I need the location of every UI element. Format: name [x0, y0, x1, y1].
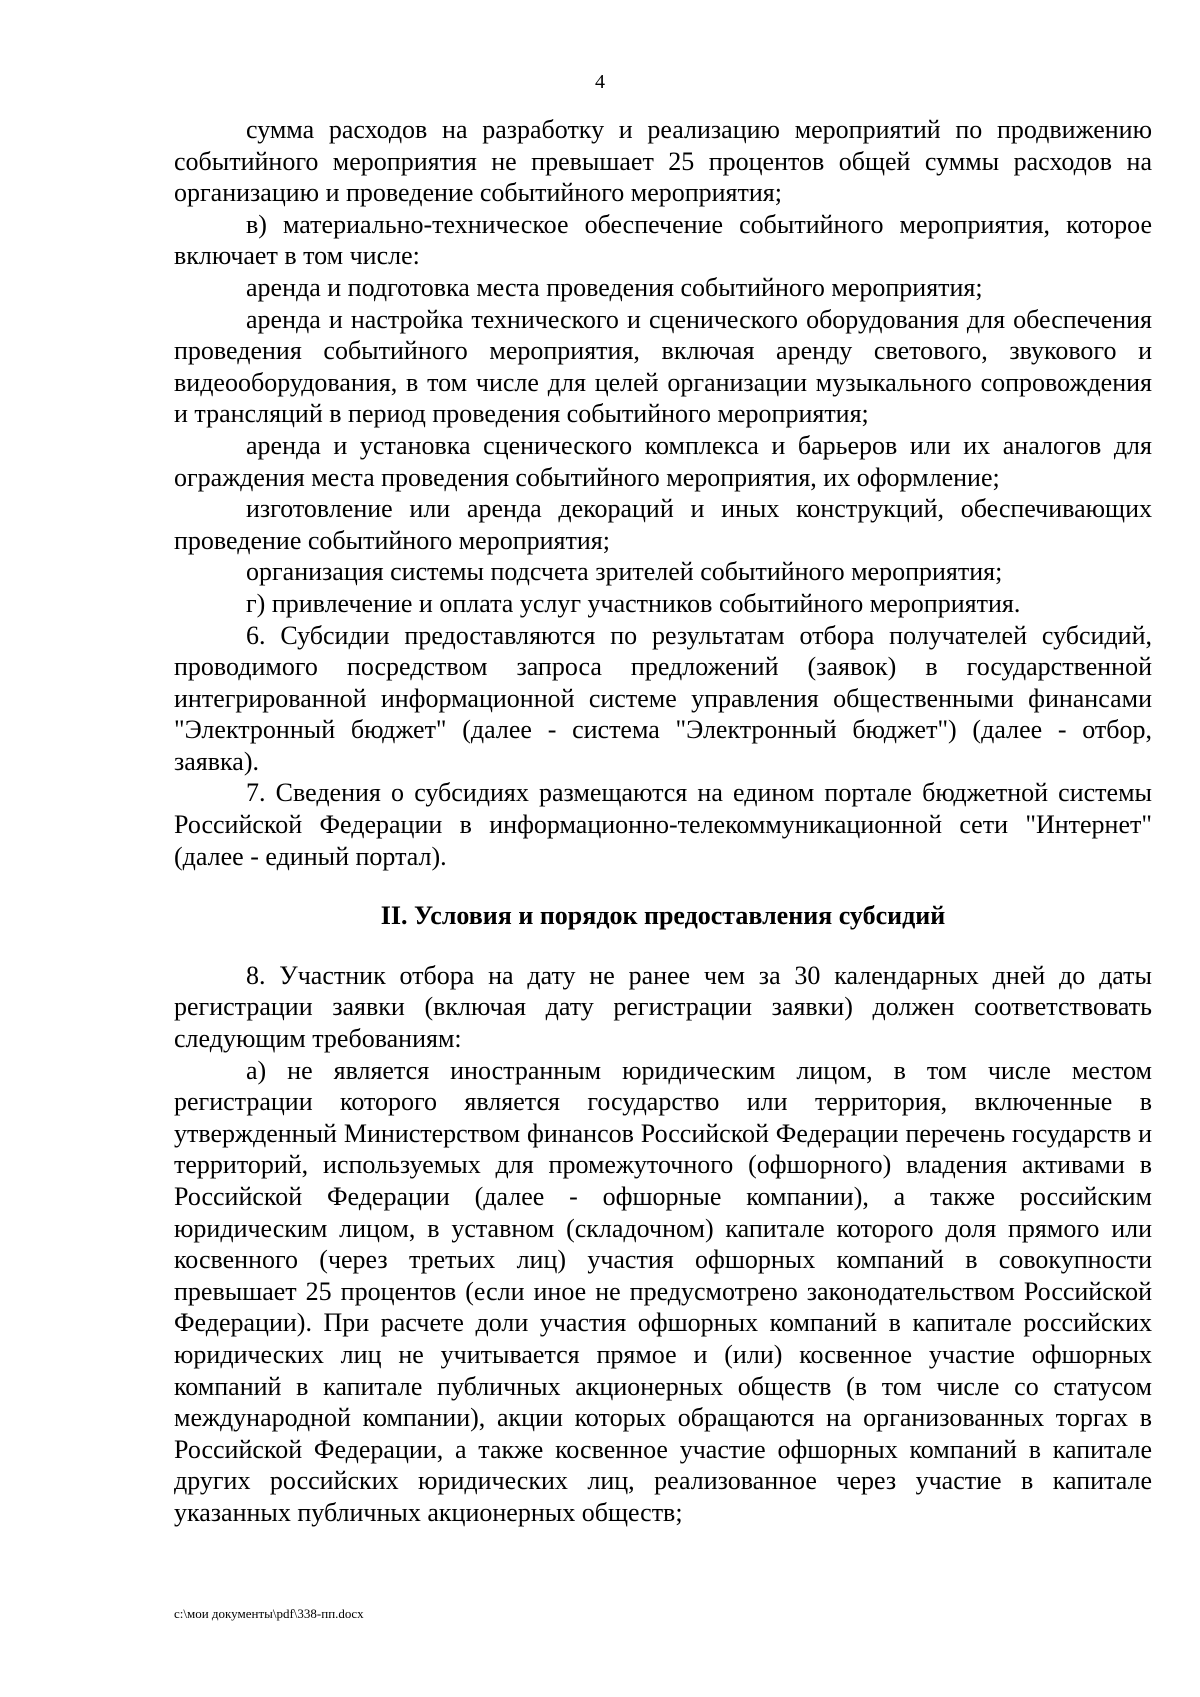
page-number: 4: [595, 71, 605, 93]
document-body: [174, 114, 1152, 1529]
paragraph: в) материально-техническое обеспечение событийного мероприятия, которое включает в том числе:: [174, 209, 1152, 271]
footer-file-path: c:\мои документы\pdf\338-пп.docx: [174, 1606, 364, 1621]
paragraph: 7. Сведения о субсидиях размещаются на едином портале бюджетной системы Российской Федерации в информационно-телекоммуникационной сети "Интернет" (далее - единый портал).: [174, 778, 1152, 871]
paragraph: 6. Субсидии предоставляются по результатам отбора получателей субсидий, проводимого посредством запроса предложений (заявок) в государственной интегрированной информационной системе управления общественными финансами "Электронный бюджет" (далее - система "Электронный бюджет") (далее - отбор, заявка).: [174, 620, 1152, 776]
paragraph: а) не является иностранным юридическим лицом, в том числе местом регистрации которого является государство или территория, включенные в утвержденный Министерством финансов Российской Федерации перечень государств и территорий, используемых для промежуточного (офшорного) владения активами в Российской Федерации (далее - офшорные компании), а также российским юридическим лицом, в уставном (складочном) капитале которого доля прямого или косвенного (через третьих лиц) участия офшорных компаний в совокупности превышает 25 процентов (если иное не предусмотрено законодательством Российской Федерации). При расчете доли участия офшорных компаний в капитале российских юридических лиц не учитывается прямое и (или) косвенное участие офшорных компаний в капитале публичных акционерных обществ (в том числе со статусом международной компании), акции которых обращаются на организованных торгах в Российской Федерации, а также косвенное участие офшорных компаний в капитале других российских юридических лиц, реализованное через участие в капитале указанных публичных акционерных обществ;: [174, 1055, 1152, 1527]
paragraph: аренда и установка сценического комплекса и барьеров или их аналогов для ограждения места проведения событийного мероприятия, их оформление;: [174, 430, 1152, 492]
paragraph: г) привлечение и оплата услуг участников событийного мероприятия.: [246, 588, 1021, 618]
paragraph: 8. Участник отбора на дату не ранее чем за 30 календарных дней до даты регистрации заявки (включая дату регистрации заявки) должен соответствовать следующим требованиям:: [174, 960, 1152, 1054]
paragraph: изготовление или аренда декораций и иных конструкций, обеспечивающих проведение событийного мероприятия;: [174, 494, 1152, 555]
paragraph: сумма расходов на разработку и реализацию мероприятий по продвижению событийного мероприятия не превышает 25 процентов общей суммы расходов на организацию и проведение событийного мероприятия;: [174, 115, 1152, 208]
section-heading: II. Условия и порядок предоставления субсидий: [380, 901, 946, 931]
paragraph: организация системы подсчета зрителей событийного мероприятия;: [246, 557, 1003, 587]
paragraph: аренда и настройка технического и сценического оборудования для обеспечения проведения событийного мероприятия, включая аренду светового, звукового и видеооборудования, в том числе для целей организации музыкального сопровождения и трансляций в период проведения событийного мероприятия;: [174, 304, 1152, 429]
paragraph: аренда и подготовка места проведения событийного мероприятия;: [246, 272, 983, 302]
